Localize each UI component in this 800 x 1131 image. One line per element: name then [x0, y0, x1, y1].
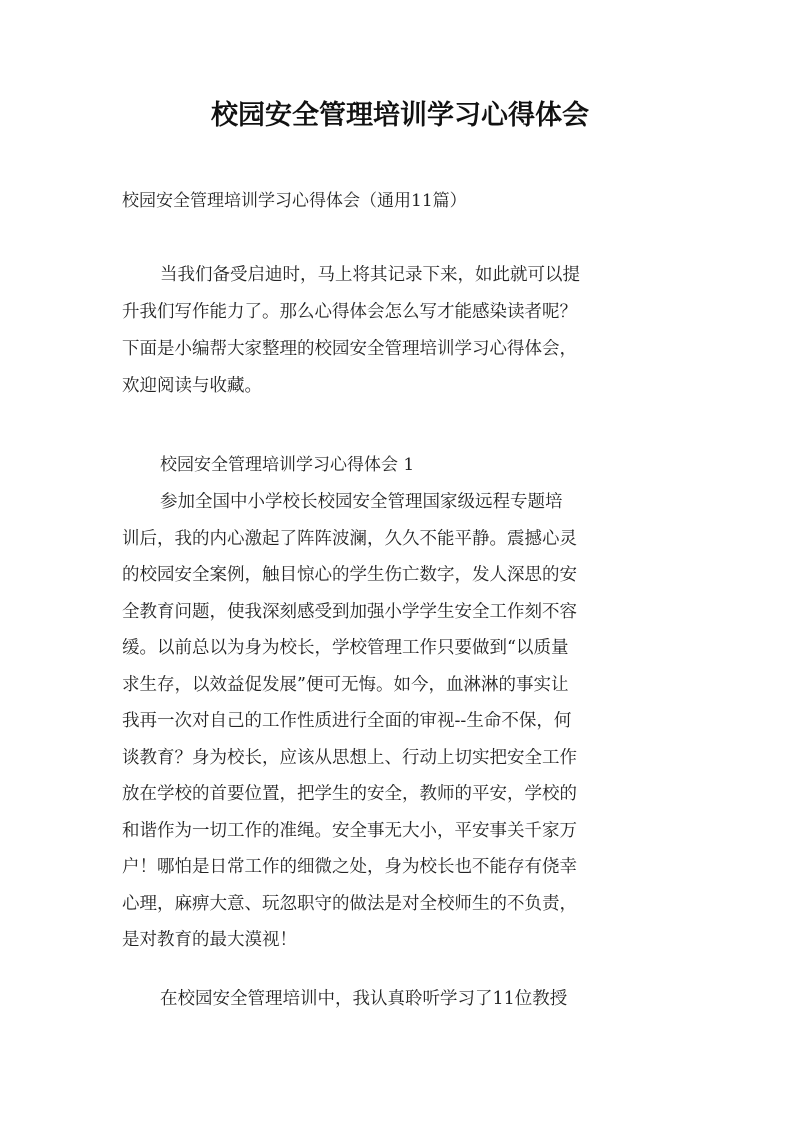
body-paragraph-2 — [122, 981, 692, 1018]
body-line: 和谐作为一切工作的准绳。安全事无大小，平安事关千家万 — [122, 820, 577, 841]
body-line: 在校园安全管理培训中，我认真聆听学习了11位教授 — [160, 989, 568, 1009]
body-line: 户！哪怕是日常工作的细微之处，身为校长也不能存有侥幸 — [122, 857, 577, 877]
section-heading: 校园安全管理培训学习心得体会 1 — [160, 455, 415, 475]
body-line: 放在学校的首要位置，把学生的安全，教师的平安，学校的 — [122, 784, 577, 804]
body-line: 是对教育的最大漠视！ — [122, 930, 297, 950]
document-title: 校园安全管理培训学习心得体会 — [211, 100, 589, 131]
body-line: 训后，我的内心激起了阵阵波澜，久久不能平静。震撼心灵 — [122, 528, 577, 549]
body-line: 谈教育？身为校长，应该从思想上、行动上切实把安全工作 — [122, 747, 577, 768]
intro-line: 当我们备受启迪时，马上将其记录下来，如此就可以提 — [160, 265, 580, 285]
body-line: 的校园安全案例，触目惊心的学生伤亡数字，发人深思的安 — [122, 565, 577, 585]
body-line: 求生存，以效益促发展”便可无悔。如今，血淋淋的事实让 — [122, 674, 569, 695]
body-line: 我再一次对自己的工作性质进行全面的审视--生命不保，何 — [122, 711, 572, 731]
body-line: 缓。以前总以为身为校长，学校管理工作只要做到“以质量 — [122, 638, 569, 658]
document-subtitle: 校园安全管理培训学习心得体会（通用11篇） — [122, 191, 467, 211]
intro-line: 下面是小编帮大家整理的校园安全管理培训学习心得体会， — [122, 339, 577, 359]
body-line: 心理，麻痹大意、玩忽职守的做法是对全校师生的不负责， — [122, 893, 577, 914]
intro-line: 欢迎阅读与收藏。 — [122, 376, 262, 396]
body-line: 全教育问题，使我深刻感受到加强小学学生安全工作刻不容 — [122, 601, 577, 622]
body-paragraph-1 — [122, 484, 692, 959]
intro-line: 升我们写作能力了。那么心得体会怎么写才能感染读者呢？ — [122, 302, 577, 322]
intro-paragraph — [122, 257, 692, 405]
body-line: 参加全国中小学校长校园安全管理国家级远程专题培 — [160, 492, 563, 512]
